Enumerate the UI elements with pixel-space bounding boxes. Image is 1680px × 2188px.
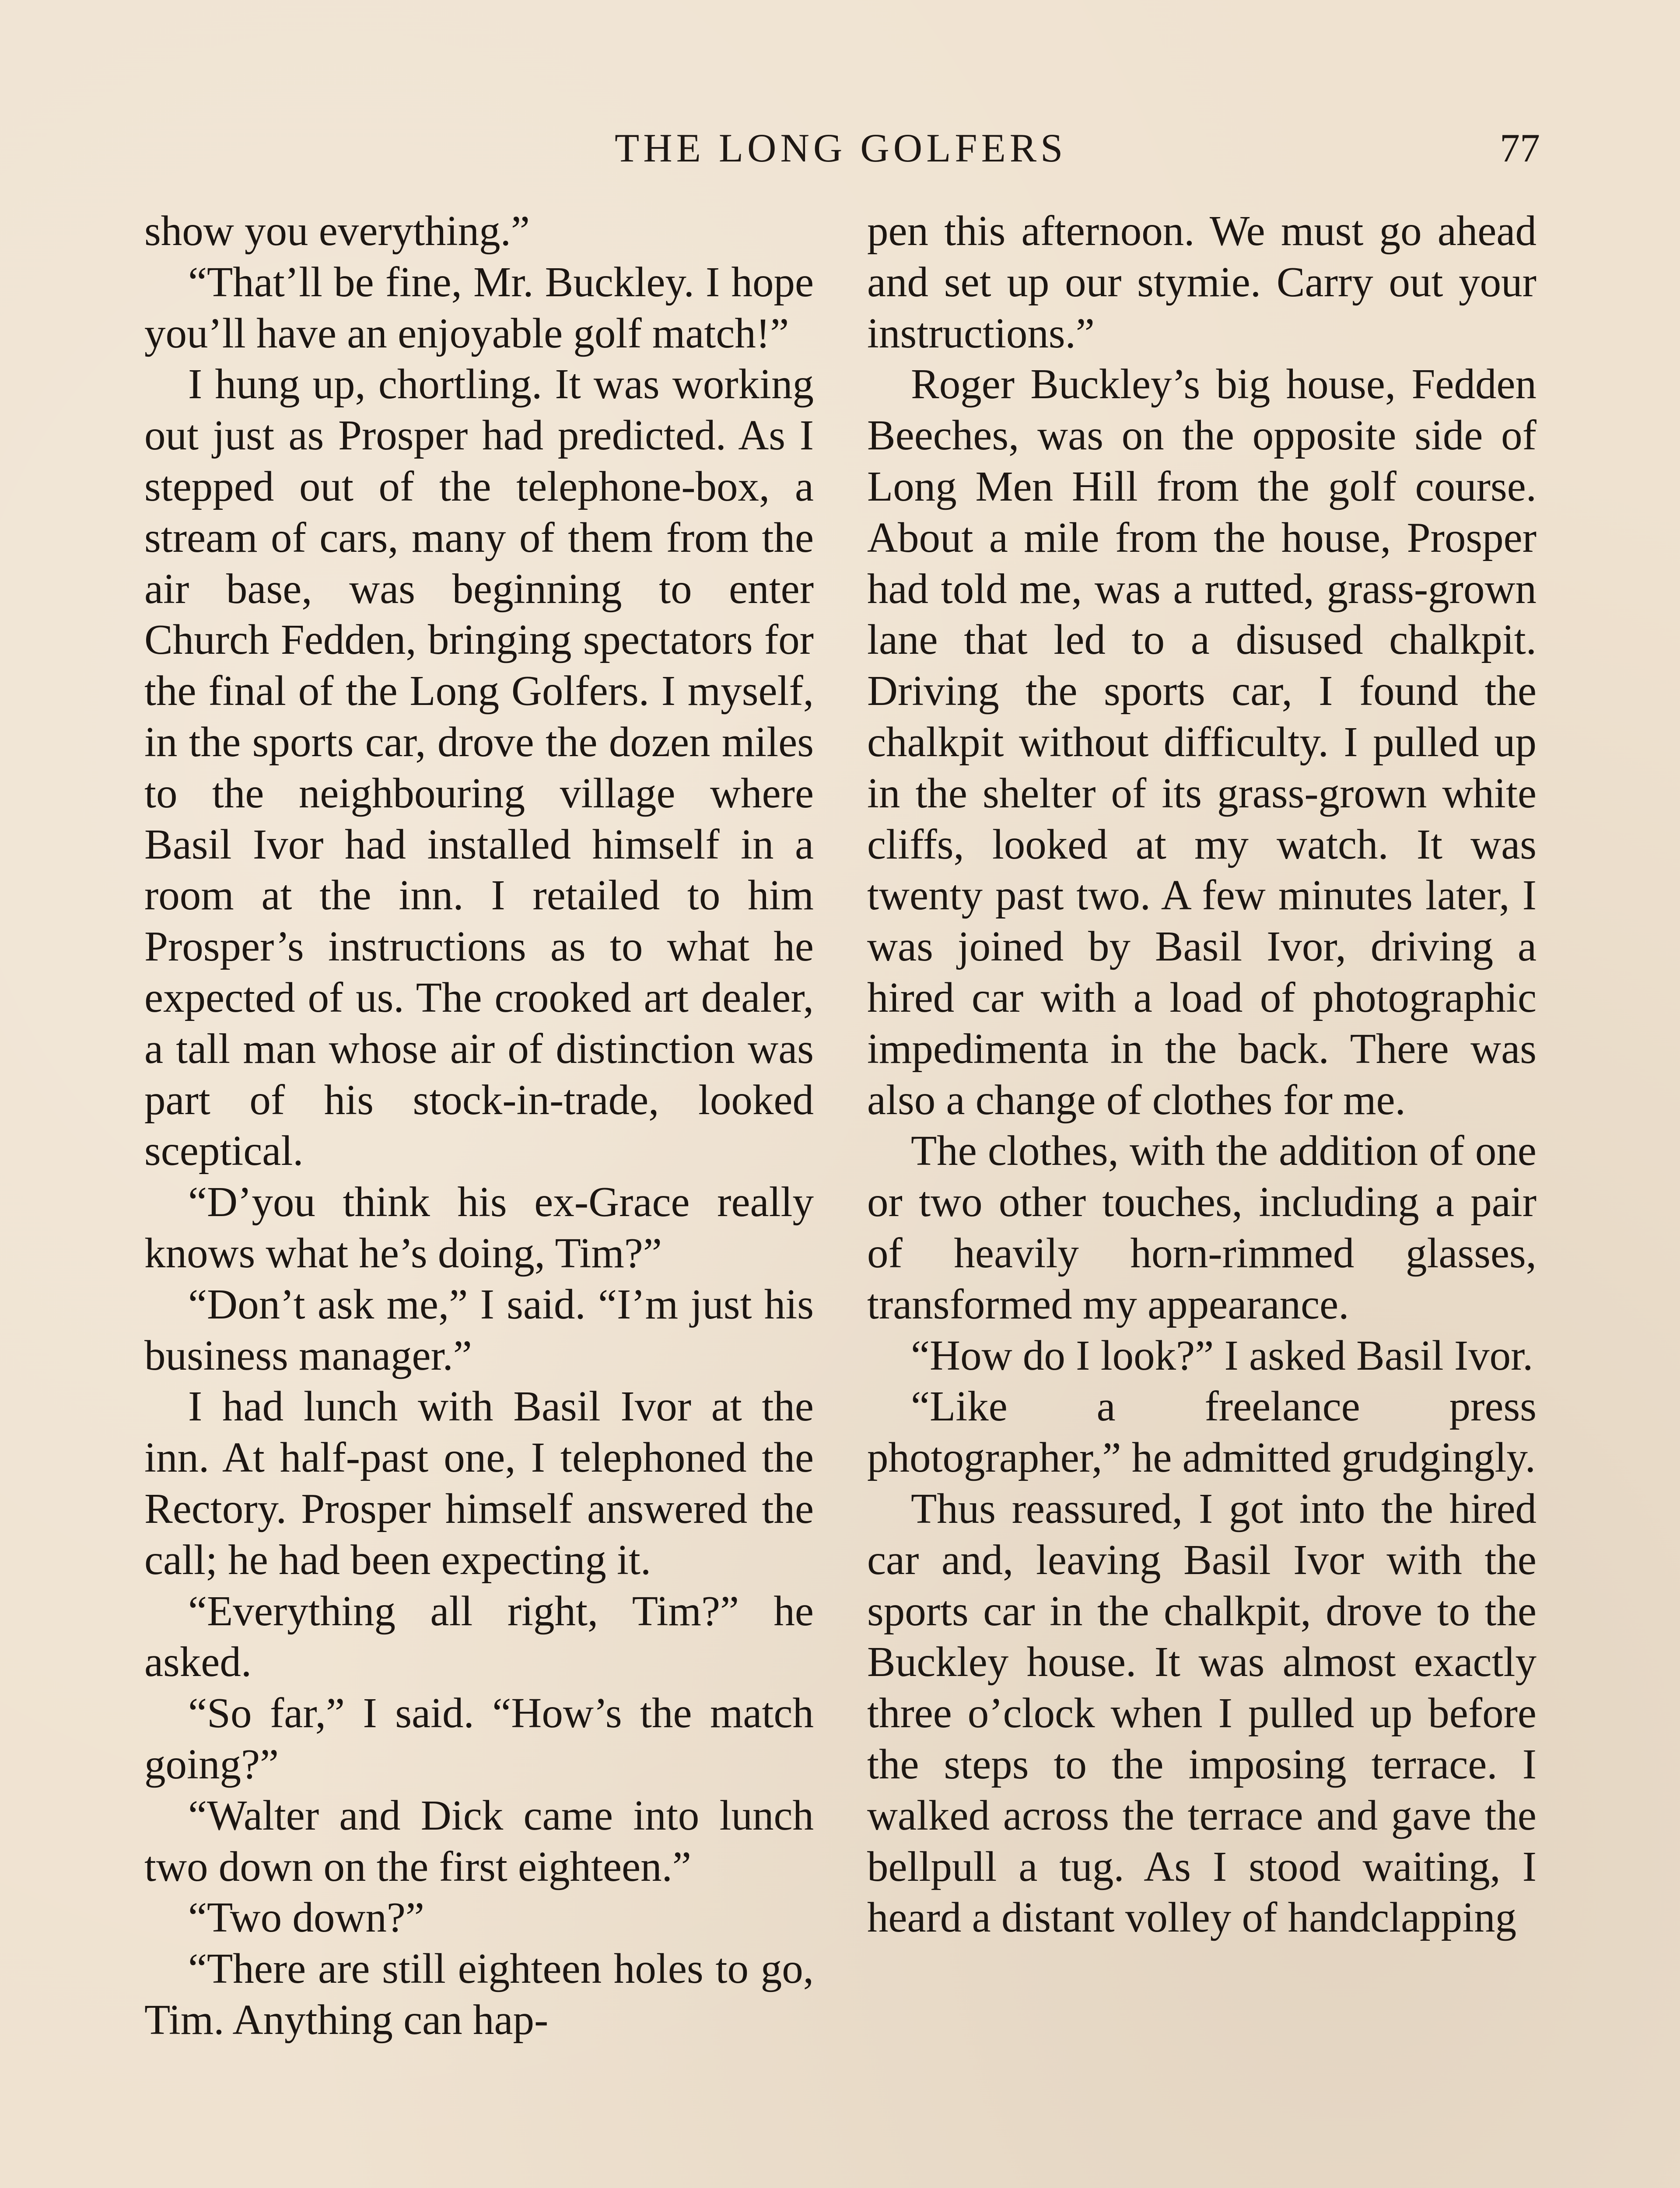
paragraph: Thus reassured, I got into the hired car and, leaving Basil Ivor with the sports car in the chalkpit, drove to the Buckley house. It was almost exactly three o’clock when I pulled up before the steps to the imposing terrace. I walked across the terrace and gave the bellpull a tug. As I stood waiting, I heard a distant volley of handclapping <box>867 1485 1536 1941</box>
paragraph: “So far,” I said. “How’s the match going?” <box>144 1690 814 1788</box>
paragraph: “That’ll be fine, Mr. Buckley. I hope you’ll have an enjoyable golf match!” <box>144 258 814 357</box>
paragraph: show you everything.” <box>144 207 530 254</box>
paragraph: “How do I look?” I asked Basil Ivor. <box>911 1332 1533 1379</box>
running-head: THE LONG GOLFERS <box>615 126 1067 170</box>
paragraph: “There are still eighteen holes to go, Tim. Anything can hap- <box>144 1945 814 2043</box>
page-number: 77 <box>1500 126 1540 170</box>
paragraph: Roger Buckley’s big house, Fedden Beeches, was on the opposite side of Long Men Hill from the golf course. About a mile from the house, Prosper had told me, was a rutted, grass-grown lane that led to a disused chalkpit. Driving the sports car, I found the chalkpit without difficulty. I pulled up in the shelter of its grass-grown white cliffs, looked at my watch. It was twenty past two. A few minutes later, I was joined by Basil Ivor, driving a hired car with a load of photographic impedimenta in the back. There was also a change of clothes for me. <box>867 361 1536 1123</box>
paragraph: “D’you think his ex-Grace really knows what he’s doing, Tim?” <box>144 1178 814 1276</box>
right-column <box>867 206 1536 1943</box>
paragraph: “Two down?” <box>188 1894 424 1941</box>
paragraph: “Like a freelance press photographer,” he admitted grudgingly. <box>867 1383 1536 1481</box>
paragraph: I hung up, chortling. It was working out just as Prosper had predicted. As I stepped out of the telephone-box, a stream of cars, many of them from the air base, was beginning to enter Church Fedden, bringing spectators for the final of the Long Golfers. I myself, in the sports car, drove the dozen miles to the neighbouring village where Basil Ivor had installed himself in a room at the inn. I retailed to him Prosper’s instructions as to what he expected of us. The crooked art dealer, a tall man whose air of distinction was part of his stock-in-trade, looked sceptical. <box>144 361 814 1175</box>
paragraph: The clothes, with the addition of one or two other touches, including a pair of heavily horn-rimmed glasses, transformed my appearance. <box>867 1127 1536 1328</box>
paragraph: I had lunch with Basil Ivor at the inn. At half-past one, I telephoned the Rectory. Prosper himself answered the call; he had been expecting it. <box>144 1383 814 1583</box>
paragraph: pen this afternoon. We must go ahead and set up our stymie. Carry out your instructions.” <box>867 207 1536 357</box>
paragraph: “Everything all right, Tim?” he asked. <box>144 1587 814 1686</box>
left-column <box>144 206 814 2046</box>
paragraph: “Walter and Dick came into lunch two down on the first eighteen.” <box>144 1792 814 1890</box>
paragraph: “Don’t ask me,” I said. “I’m just his business manager.” <box>144 1280 814 1379</box>
